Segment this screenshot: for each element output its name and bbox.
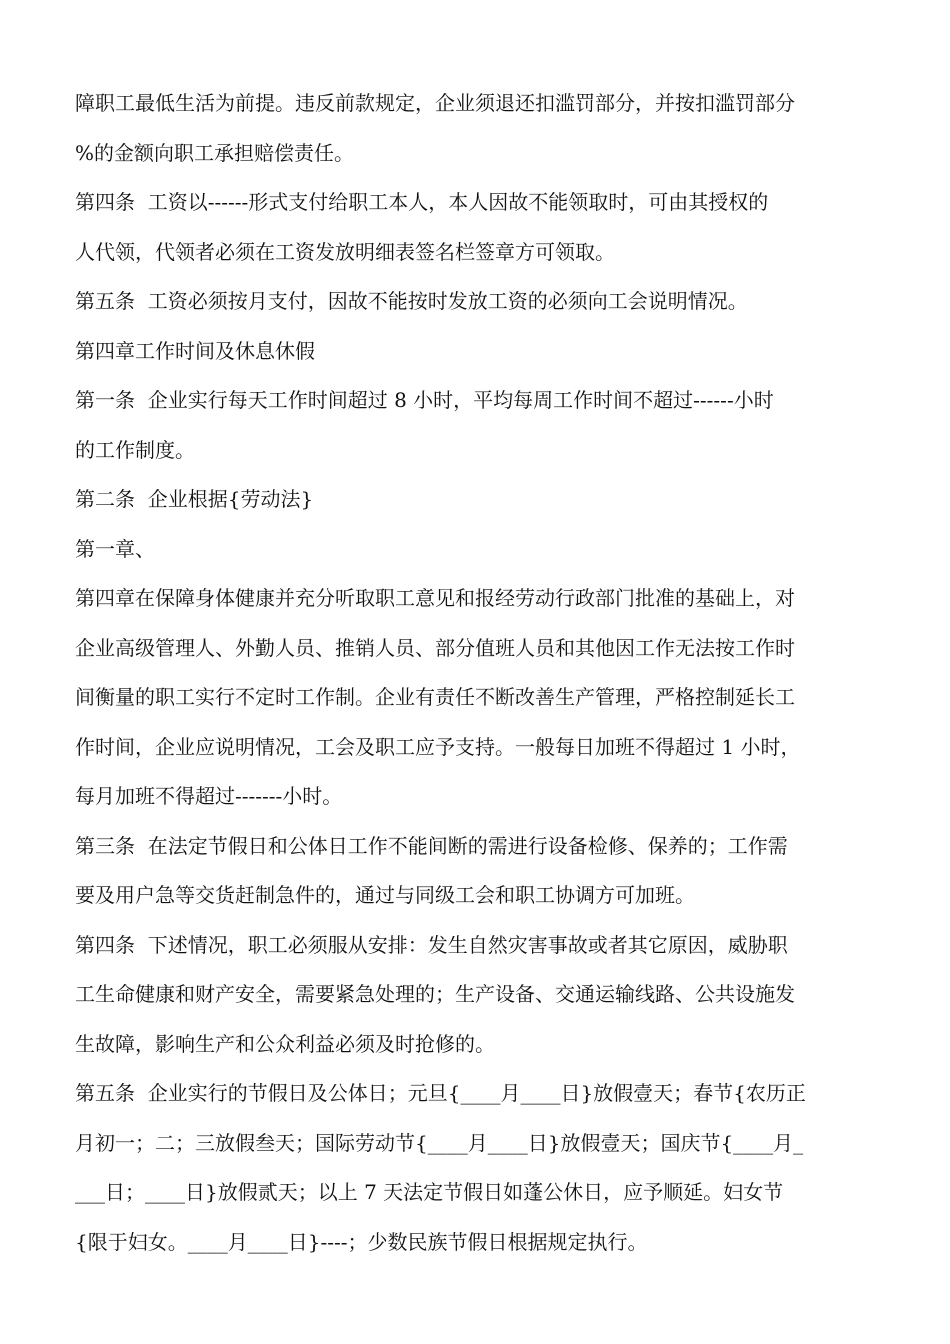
- text-line: %的金额向职工承担赔偿责任。: [75, 140, 355, 165]
- document-body: [75, 79, 879, 1267]
- text-line: 第一章、: [75, 536, 155, 561]
- text-line: 作时间，企业应说明情况，工会及职工应予支持。一般每日加班不得超过 1 小时，: [75, 734, 801, 759]
- text-line: 企业高级管理人、外勤人员、推销人员、部分值班人员和其他因工作无法按工作时: [75, 635, 795, 660]
- chapter-heading: 第四章工作时间及休息休假: [75, 338, 315, 363]
- text-line: 要及用户急等交货赶制急件的，通过与同级工会和职工协调方可加班。: [75, 883, 695, 907]
- text-line: 第四章在保障身体健康并充分听取职工意见和报经劳动行政部门批准的基础上，对: [75, 586, 795, 610]
- text-line: 生故障，影响生产和公众利益必须及时抢修的。: [75, 1031, 495, 1056]
- text-line: 月初一；二；三放假叁天；国际劳动节{____月____日}放假壹天；国庆节{____月_: [75, 1130, 804, 1155]
- text-line: 第一条 企业实行每天工作时间超过 8 小时，平均每周工作时间不超过------小时: [75, 388, 774, 412]
- text-line: 工生命健康和财产安全，需要紧急处理的；生产设备、交通运输线路、公共设施发: [75, 982, 795, 1006]
- text-line: ___日；____日}放假贰天；以上 7 天法定节假日如蓬公休日，应予顺延。妇女节: [75, 1180, 784, 1204]
- text-line: 第四条 下述情况，职工必须服从安排：发生自然灾害事故或者其它原因，威胁职: [75, 932, 788, 957]
- text-line: 第四条 工资以------形式支付给职工本人，本人因故不能领取时，可由其授权的: [75, 190, 769, 214]
- text-line: 第二条 企业根据{劳动法}: [75, 487, 314, 511]
- text-line: 人代领，代领者必须在工资发放明细表签名栏签章方可领取。: [75, 239, 615, 264]
- text-line: 间衡量的职工实行不定时工作制。企业有责任不断改善生产管理，严格控制延长工: [75, 685, 795, 709]
- text-line: 每月加班不得超过-------小时。: [75, 784, 343, 808]
- text-line: 第五条 工资必须按月支付，因故不能按时发放工资的必须向工会说明情况。: [75, 289, 748, 313]
- text-line: {限于妇女。____月____日}----；少数民族节假日根据规定执行。: [75, 1229, 648, 1254]
- text-line: 第五条 企业实行的节假日及公体日；元旦{____月____日}放假壹天；春节{农历正: [75, 1081, 806, 1105]
- text-line: 的工作制度。: [75, 437, 195, 462]
- text-line: 第三条 在法定节假日和公体日工作不能间断的需进行设备检修、保养的；工作需: [75, 833, 788, 858]
- text-line: 障职工最低生活为前提。违反前款规定，企业须退还扣滥罚部分，并按扣滥罚部分: [75, 91, 795, 115]
